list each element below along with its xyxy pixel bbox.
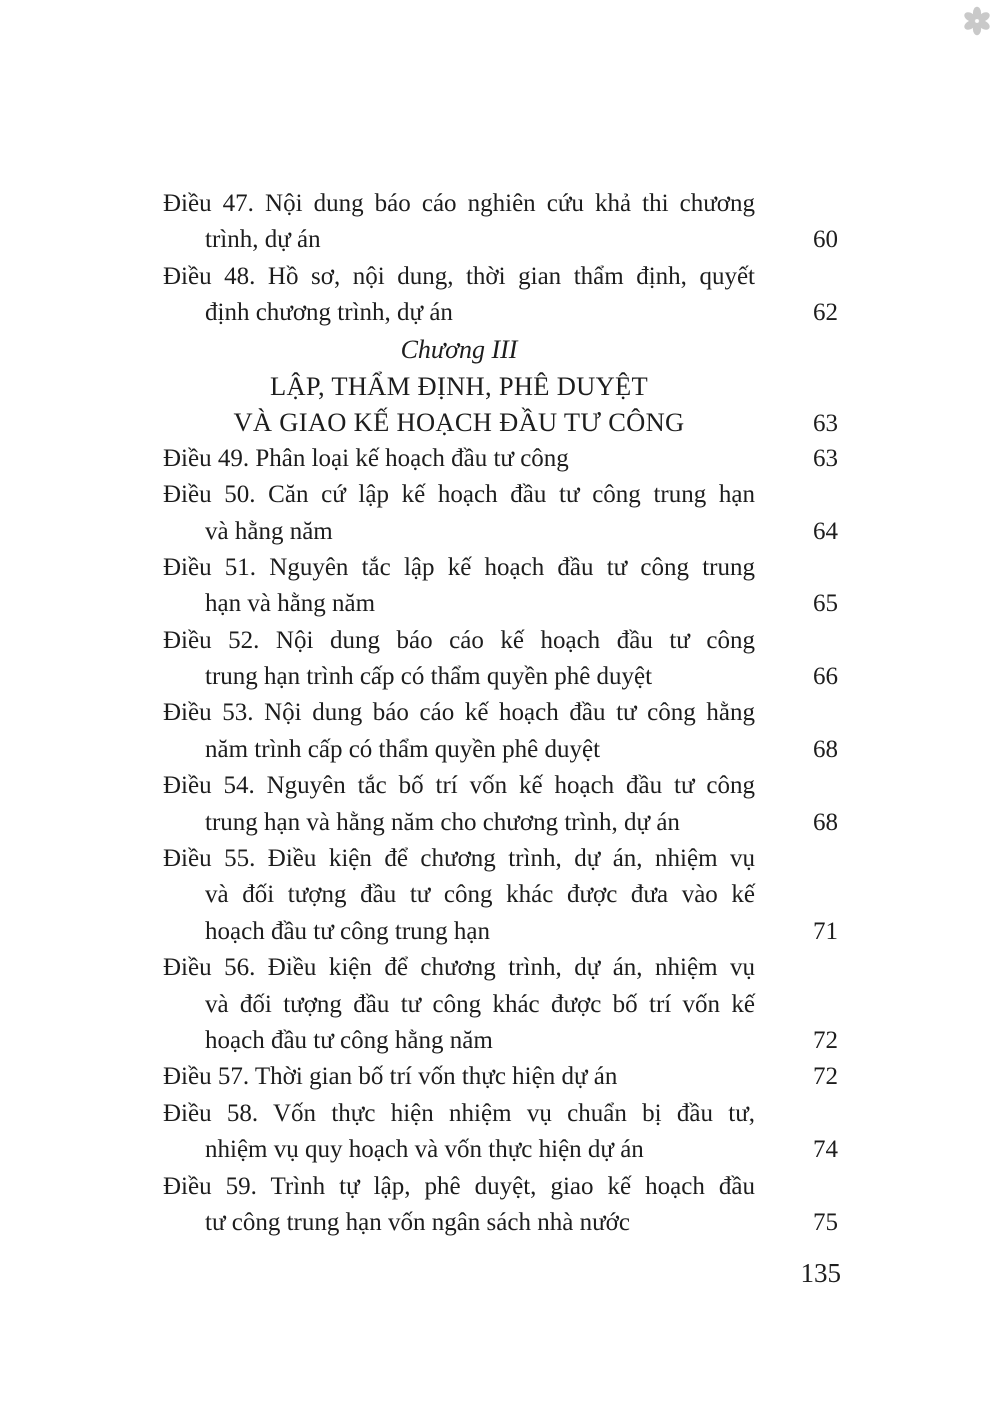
toc-page-number: 68 (813, 808, 838, 836)
toc-entry-text: Điều 49. Phân loại kế hoạch đầu tư công (163, 444, 569, 472)
toc-entry-text: trung hạn và hằng năm cho chương trình, dự án (205, 808, 680, 836)
toc-entry-line (163, 1169, 838, 1205)
toc-page-number: 71 (813, 917, 838, 945)
toc-page-number: 64 (813, 517, 838, 545)
toc-entry-text: hoạch đầu tư công trung hạn (205, 917, 490, 945)
toc-entry-text: trình, dự án (205, 226, 321, 254)
toc-entry-line (163, 805, 838, 841)
toc-entry-line (163, 1132, 838, 1168)
toc-entry-text: Điều 47. Nội dung báo cáo nghiên cứu khả thi chương (163, 190, 755, 217)
toc-page-number: 63 (813, 444, 838, 472)
toc-entry-line (163, 514, 838, 550)
toc-entry-text: hoạch đầu tư công hằng năm (205, 1026, 493, 1054)
toc-entry-text: Điều 50. Căn cứ lập kế hoạch đầu tư công trung hạn (163, 481, 755, 509)
toc-page-number: 66 (813, 663, 838, 691)
toc-entry-line (163, 295, 838, 331)
toc-entry-text: Điều 54. Nguyên tắc bố trí vốn kế hoạch đầu tư công (163, 772, 755, 800)
toc-entry-line (163, 841, 838, 877)
toc-page-number: 68 (813, 735, 838, 763)
toc-entry-text: Điều 52. Nội dung báo cáo kế hoạch đầu tư công (163, 626, 755, 654)
toc-entry-text: Điều 59. Trình tự lập, phê duyệt, giao kế hoạch đầu (163, 1172, 755, 1200)
toc-entry-line (163, 586, 838, 622)
toc-entry-text: Điều 51. Nguyên tắc lập kế hoạch đầu tư công trung (163, 553, 755, 581)
toc-entry-text: năm trình cấp có thẩm quyền phê duyệt (205, 735, 601, 763)
toc-page-number: 63 (813, 410, 838, 438)
toc-entry-text: và đối tượng đầu tư công khác được đưa vào kế (205, 881, 755, 909)
toc-page-number: 74 (813, 1136, 838, 1164)
toc-entry-text: và hằng năm (205, 517, 333, 545)
toc-entry-line (163, 1205, 838, 1241)
toc-chapter-line (163, 368, 838, 404)
toc-entry-text: Điều 58. Vốn thực hiện nhiệm vụ chuẩn bị đầu tư, (163, 1099, 755, 1127)
toc-entry-line (163, 950, 838, 986)
toc-entry-line (163, 987, 838, 1023)
book-page-number: 135 (800, 1258, 841, 1288)
toc-entry-line (163, 259, 838, 295)
toc-entry-line (163, 477, 838, 513)
toc-entry-text: Điều 56. Điều kiện để chương trình, dự án, nhiệm vụ (163, 954, 755, 982)
toc-chapter-line (163, 332, 838, 368)
toc-entry-line (163, 732, 838, 768)
toc-entry-text: và đối tượng đầu tư công khác được bố trí vốn kế (205, 990, 755, 1018)
toc-entry-line (163, 1023, 838, 1059)
toc-entry-line (163, 695, 838, 731)
chapter-heading-text: Chương III (400, 334, 518, 364)
toc-page-number: 72 (813, 1063, 838, 1091)
toc-entry-line (163, 914, 838, 950)
toc-entry-line (163, 550, 838, 586)
toc-chapter-line (163, 404, 838, 440)
chapter-heading-text: VÀ GIAO KẾ HOẠCH ĐẦU TƯ CÔNG (233, 407, 685, 438)
chapter-heading-text: LẬP, THẨM ĐỊNH, PHÊ DUYỆT (269, 370, 648, 401)
toc-entry-text: Điều 55. Điều kiện để chương trình, dự án, nhiệm vụ (163, 845, 755, 873)
toc-entry-text: định chương trình, dự án (205, 299, 453, 327)
toc-entry-line (163, 441, 838, 477)
toc-page-number: 60 (813, 226, 838, 254)
toc-page-number: 72 (813, 1026, 838, 1054)
toc-entry-text: trung hạn trình cấp có thẩm quyền phê duyệt (205, 663, 653, 691)
toc-entry-line (163, 877, 838, 913)
flower-watermark-icon (960, 4, 994, 38)
toc-entry-line (163, 623, 838, 659)
toc-entry-text: Điều 53. Nội dung báo cáo kế hoạch đầu tư công hằng (163, 699, 755, 727)
toc-entry-line (163, 186, 838, 222)
toc-entry-text: Điều 57. Thời gian bố trí vốn thực hiện dự án (163, 1063, 618, 1091)
toc-entry-text: hạn và hằng năm (205, 590, 376, 618)
toc-page-number: 65 (813, 590, 838, 618)
toc-entry-line (163, 1059, 838, 1095)
toc-entry-line (163, 1096, 838, 1132)
toc-entry-line (163, 768, 838, 804)
toc-entry-text: Điều 48. Hồ sơ, nội dung, thời gian thẩm định, quyết (163, 262, 755, 290)
toc-entry-text: nhiệm vụ quy hoạch và vốn thực hiện dự án (205, 1136, 644, 1164)
toc-page-number: 62 (813, 299, 838, 327)
toc-entry-text: tư công trung hạn vốn ngân sách nhà nước (205, 1208, 630, 1236)
toc-page-number: 75 (813, 1208, 838, 1236)
toc-entry-line (163, 222, 838, 258)
toc-entry-line (163, 659, 838, 695)
table-of-contents (163, 186, 838, 1241)
